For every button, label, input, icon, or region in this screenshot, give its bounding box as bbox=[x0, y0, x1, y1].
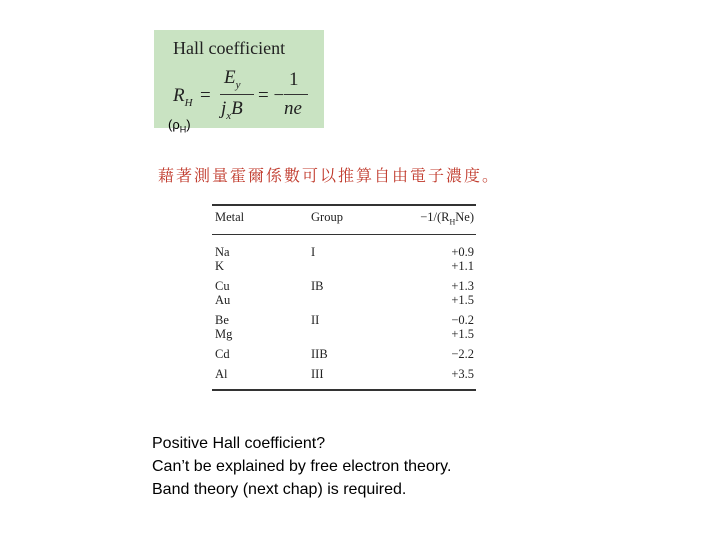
fraction-bar-2 bbox=[284, 94, 308, 95]
fraction-bar-1 bbox=[220, 94, 254, 95]
table-bottom-rule bbox=[212, 389, 476, 391]
header-metal: Metal bbox=[215, 210, 245, 224]
cell-group: II bbox=[311, 313, 320, 327]
table-header-rule bbox=[212, 234, 476, 235]
cell-group: IB bbox=[311, 279, 324, 293]
table-row bbox=[212, 313, 476, 327]
formula-numerator-2: 1 bbox=[289, 69, 299, 90]
formula-lhs bbox=[173, 85, 193, 109]
cell-metal: Cu bbox=[215, 279, 230, 293]
cell-value: +1.5 bbox=[451, 293, 474, 307]
formula-box bbox=[154, 30, 324, 128]
cell-group: III bbox=[311, 367, 324, 381]
cell-metal: Cd bbox=[215, 347, 230, 361]
rho-sub: H bbox=[179, 124, 187, 135]
table-row bbox=[212, 367, 476, 381]
rho-close: ) bbox=[186, 117, 191, 132]
formula-title: Hall coefficient bbox=[173, 38, 286, 58]
rho-text: (ρ bbox=[168, 117, 180, 132]
cell-value: −0.2 bbox=[451, 313, 474, 327]
formula-equals: = bbox=[200, 85, 211, 106]
formula-num1-sub: y bbox=[235, 78, 241, 91]
chinese-caption: 藉著測量霍爾係數可以推算自由電子濃度。 bbox=[158, 166, 501, 185]
header-value-tail: Ne) bbox=[455, 210, 474, 224]
formula-equals-minus: = − bbox=[258, 85, 285, 106]
note-line: Positive Hall coefficient? bbox=[152, 435, 326, 452]
cell-value: +1.5 bbox=[451, 327, 474, 341]
formula-denominator-1 bbox=[221, 98, 243, 122]
cell-value: +3.5 bbox=[451, 367, 474, 381]
cell-metal: Na bbox=[215, 245, 230, 259]
formula-lhs-sub: H bbox=[184, 96, 193, 109]
cell-metal: K bbox=[215, 259, 225, 273]
formula-num1-letter: E bbox=[224, 67, 236, 88]
note-line: Can’t be explained by free electron theory. bbox=[152, 458, 452, 475]
formula-denominator-2: ne bbox=[284, 98, 302, 119]
cell-group: IIB bbox=[311, 347, 328, 361]
cell-value: +1.1 bbox=[451, 259, 474, 273]
table-header-row bbox=[212, 206, 476, 226]
hall-coefficient-table bbox=[212, 204, 476, 391]
table-row bbox=[212, 245, 476, 259]
cell-value: +0.9 bbox=[451, 245, 474, 259]
formula-den1-sub: x bbox=[226, 109, 232, 122]
header-value-sub: H bbox=[449, 217, 456, 227]
table-row bbox=[212, 259, 476, 273]
notes-block bbox=[152, 432, 451, 501]
table-row bbox=[212, 293, 476, 307]
cell-metal: Mg bbox=[215, 327, 233, 341]
formula-lhs-letter: R bbox=[173, 85, 185, 106]
table-row bbox=[212, 327, 476, 341]
cell-value: +1.3 bbox=[451, 279, 474, 293]
cell-metal: Al bbox=[215, 367, 228, 381]
cell-group: I bbox=[311, 245, 316, 259]
header-value bbox=[420, 210, 474, 227]
formula-den1-b: B bbox=[231, 98, 243, 119]
table-row bbox=[212, 347, 476, 361]
header-value-main: −1/(R bbox=[420, 210, 450, 224]
cell-metal: Au bbox=[215, 293, 231, 307]
formula-den1-letter: j bbox=[221, 98, 227, 119]
rho-h-label bbox=[168, 117, 191, 135]
formula-numerator-1 bbox=[224, 67, 241, 91]
cell-metal: Be bbox=[215, 313, 229, 327]
note-line: Band theory (next chap) is required. bbox=[152, 481, 407, 498]
cell-value: −2.2 bbox=[451, 347, 474, 361]
header-group: Group bbox=[311, 210, 343, 224]
table-row bbox=[212, 279, 476, 293]
